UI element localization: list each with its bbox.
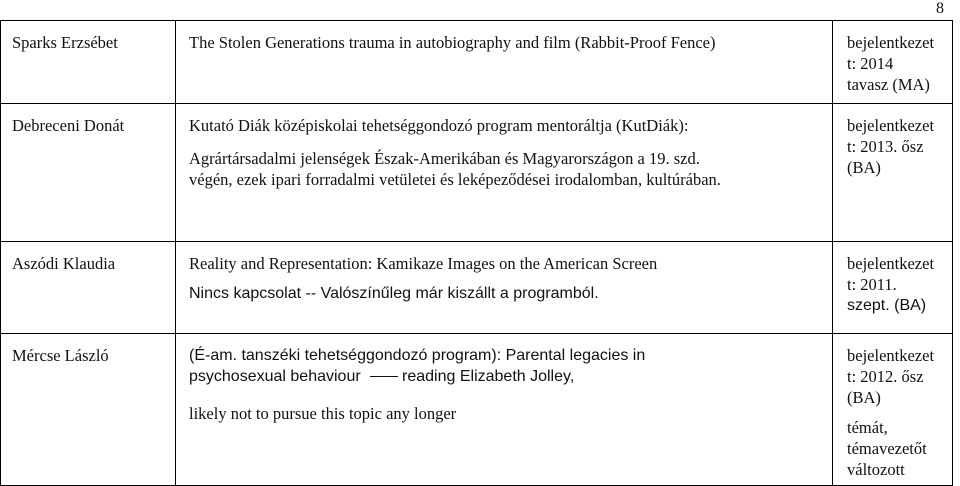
thesis-topic bbox=[176, 334, 833, 486]
student-name-text: Aszódi Klaudia bbox=[12, 254, 116, 273]
status-line: t: 2011. bbox=[847, 275, 897, 294]
student-name bbox=[1, 21, 176, 104]
status-line: (BA) bbox=[847, 388, 881, 407]
thesis-topic bbox=[176, 242, 833, 334]
thesis-topic bbox=[176, 21, 833, 104]
status-line: t: 2012. ősz bbox=[847, 367, 924, 386]
status-line: bejelentkezet bbox=[847, 33, 935, 52]
status-note: Nincs kapcsolat -- Valószínűleg már kiszállt a programból. bbox=[189, 285, 599, 302]
page-number: 8 bbox=[936, 0, 944, 17]
student-name-text: Sparks Erzsébet bbox=[12, 33, 118, 52]
registration-status bbox=[833, 334, 953, 486]
student-name-text: Debreceni Donát bbox=[12, 116, 125, 135]
student-name bbox=[1, 104, 176, 242]
registration-status bbox=[833, 242, 953, 334]
status-line: témavezetőt bbox=[847, 439, 927, 458]
topic-title: The Stolen Generations trauma in autobiography and film (Rabbit-Proof Fence) bbox=[189, 33, 716, 52]
status-line: témát, bbox=[847, 418, 888, 437]
status-line: t: 2014 bbox=[847, 54, 894, 73]
thesis-topic bbox=[176, 104, 833, 242]
registration-status bbox=[833, 104, 953, 242]
program-note: Kutató Diák középiskolai tehetséggondozó program mentoráltja (KutDiák): bbox=[189, 116, 689, 135]
topic-title: Agrártársadalmi jelenségek Észak-Amerikában és Magyarországon a 19. szd. végén, ezek ipari forradalmi vetületei és leképeződései irodalomban, kultúrában. bbox=[189, 149, 721, 189]
status-line: bejelentkezet bbox=[847, 116, 935, 135]
dash-separator bbox=[365, 368, 402, 385]
topic-title: Reality and Representation: Kamikaze Images on the American Screen bbox=[189, 254, 658, 273]
status-line: bejelentkezet bbox=[847, 346, 935, 365]
status-line: t: 2013. ősz bbox=[847, 137, 924, 156]
student-name bbox=[1, 334, 176, 486]
student-name bbox=[1, 242, 176, 334]
student-name-text: Mércse László bbox=[12, 346, 109, 365]
table-row bbox=[1, 242, 953, 334]
status-line: változott bbox=[847, 460, 905, 479]
topic-title-part: reading Elizabeth Jolley, bbox=[402, 368, 575, 385]
table-row bbox=[1, 21, 953, 104]
status-note: likely not to pursue this topic any longer bbox=[189, 404, 457, 423]
status-line: (BA) bbox=[847, 158, 881, 177]
status-line: bejelentkezet bbox=[847, 254, 935, 273]
registration-status bbox=[833, 21, 953, 104]
topic-title-part: (É-am. tanszéki tehetséggondozó program): Parental legacies in psychosexual behaviour bbox=[189, 347, 646, 385]
status-line: szept. (BA) bbox=[847, 297, 927, 314]
mentee-table bbox=[0, 20, 953, 486]
table-row bbox=[1, 104, 953, 242]
status-line: tavasz (MA) bbox=[847, 75, 930, 94]
topic-title bbox=[189, 345, 729, 387]
table-row bbox=[1, 334, 953, 486]
